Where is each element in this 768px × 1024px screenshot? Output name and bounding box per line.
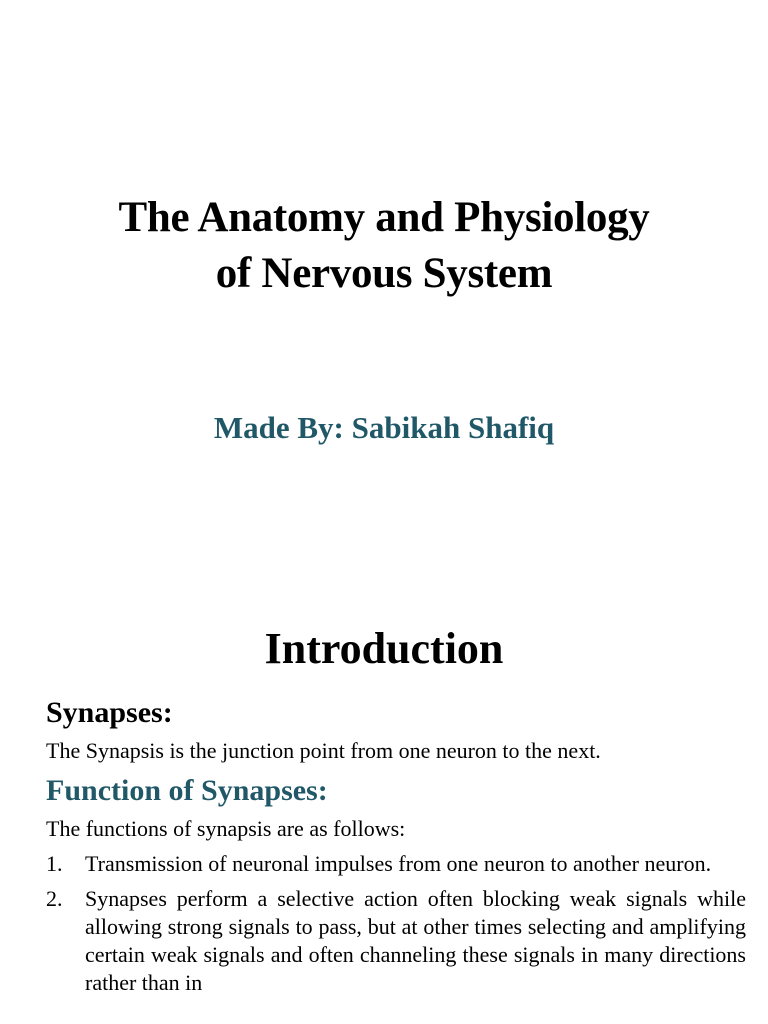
functions-intro: The functions of synapsis are as follows: bbox=[46, 816, 406, 841]
author-credit: Made By: Sabikah Shafiq bbox=[213, 410, 555, 445]
list-item bbox=[46, 850, 746, 878]
title-slide-heading bbox=[0, 190, 768, 302]
list-item-text: Transmission of neuronal impulses from one neuron to another neuron. bbox=[85, 851, 712, 876]
synapses-definition: The Synapsis is the junction point from one neuron to the next. bbox=[46, 738, 601, 763]
list-item-number: 2. bbox=[46, 886, 63, 911]
synapses-heading: Synapses: bbox=[46, 696, 173, 729]
list-item bbox=[46, 885, 746, 997]
title-line-1: The Anatomy and Physiology bbox=[118, 194, 650, 241]
list-item-text: Synapses perform a selective action often blocking weak signals while allowing strong signals to pass, but at other times selecting and amplifying certain weak signals and often channeling these signals in many directions rather than in bbox=[85, 886, 746, 995]
function-of-synapses-heading: Function of Synapses: bbox=[46, 774, 328, 807]
title-line-2: of Nervous System bbox=[215, 250, 553, 297]
introduction-heading: Introduction bbox=[264, 624, 504, 673]
list-item-number: 1. bbox=[46, 851, 63, 876]
functions-list bbox=[46, 850, 746, 1004]
